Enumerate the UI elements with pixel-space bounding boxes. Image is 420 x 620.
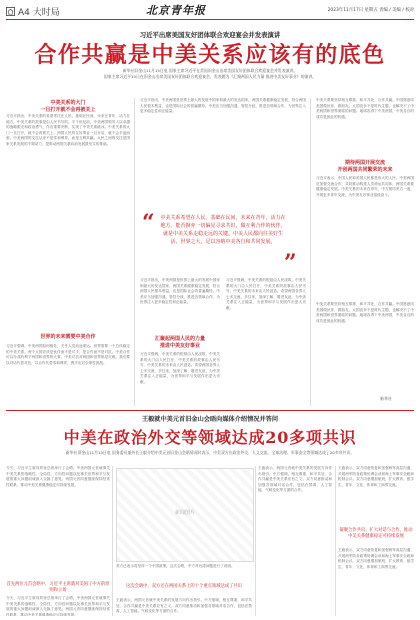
column-divider (255, 466, 256, 616)
date-line: 2023年11月17日 星期五 责编 / 美编 / 校对 (327, 8, 414, 13)
article1-right-heading: 期待两国开展交流 开创两国共同繁荣的未来 (337, 160, 393, 173)
article1-headline: 合作共赢是中美关系应该有的底色 (34, 42, 386, 68)
article1-mid-text-top: 习近平指出，中美两国是世界上最大的发展中国家和最大的发达国家，两国关系健康稳定发展，符合两国人民根本利益，也是国际社会的普遍期待。中美应当加强沟通，管控分歧，推进各领域合作，为世界注入更多稳定性和正能量。 (140, 98, 306, 114)
column-divider (335, 466, 336, 616)
article1-right-text-2: 中美关系要坚持相互尊重、和平共处、合作共赢。中国愿意同美国做伙伴，做朋友。大国竞争不是时代主题，也解决不了中美两国和世界面临的问题。地球容得下中美两国，中美各自的成功是彼此的机遇。 (316, 302, 414, 323)
section-tag (6, 5, 60, 18)
news-photo (116, 468, 254, 562)
article2-mid-right-text: 王毅表示，两国元首就中美关系的发展方向作出指引。中方强调，相互尊重、和平共处、合作共赢是中美关系应有之义。双方同意推动和加强各领域对话合作，包括在禁毒、人工智能、气候变化等方面的合作。 (258, 466, 332, 493)
photo-placeholder-label: 新闻图片 (174, 510, 195, 516)
article1-mid-heading: 汇聚起两国人民的力量 推进中美友好事业 (154, 336, 205, 349)
article2-kicker: 王毅就中美元首旧金山会晤向媒体介绍情况并答问 (141, 416, 279, 423)
article2-mid-text: 王毅表示，两国元首就中美关系的发展方向作出指引。中方强调，相互尊重、和平共处、合作共赢是中美关系应有之义。双方同意推动和加强各领域对话合作，包括在禁毒、人工智能、气候变化等方面的合作。 (116, 598, 252, 614)
masthead (128, 3, 224, 17)
column-divider (112, 466, 113, 616)
open-quote-icon: “ (142, 210, 155, 236)
masthead-title: 北京青年报 (146, 4, 206, 17)
article2-left-text: 今天，习近平主席同拜登总统举行了会晤。中美两国元首就事关中美关系的战略性、全局性、方向性问题以及事关世界和平与发展的重大问题坦诚深入交换了意见。两国元首同意继续保持经常性联系，推动中美关系健康稳定可持续发展。 (6, 466, 110, 487)
article1-source: 新华社 (380, 396, 392, 401)
article1-left-heading: 中美关系的大门 一旦打开就不会再被关上 (40, 100, 96, 113)
column-divider (310, 98, 311, 406)
article1-lead-line-2: 国家主席习近平15日在旧金山出席美国友好团体联合欢迎宴会，发表题为《汇聚两国人民力量 推进中美友好事业》的演讲。 (103, 74, 317, 79)
close-quote-icon: ” (284, 250, 297, 276)
article1-left-heading-2: 世界的未来需要中美合作 (40, 334, 96, 340)
article1-kicker: 习近平出席美国友好团体联合欢迎宴会并发表演讲 (139, 31, 281, 39)
article1-left-text: 习近平指出，中美关系的希望寄托在人民，基础在民间，未来在青年，活力在地方。中美关系的故事是由人民书写的。半个世纪前，中美两国领导人以卓越的战略眼光和政治勇气，作出重要决断，实现了中美关系破冰。中美关系的大门一旦打开，就不会再被关上。两国人民的友好事业一旦开启，就不会半途而废。中美两国的交往从来不是零和博弈，而是互利共赢。人民之间的交往是国家关系发展的不竭动力，是推动两国关系向前发展最坚实的基础。 (6, 114, 130, 146)
article2-right-text-top: 王毅表示，双方同意恢复和加强两军高层沟通，开展两军防务政策协调会谈和海上军事安全磋商机制会议。双方同意增加航班，扩大教育、留学生、青年、文化、体育和工商界交流。 (338, 466, 414, 487)
article1-mid-text-a: 习近平指出，中美两国是世界上最大的发展中国家和最大的发达国家，两国关系健康稳定发展，符合两国人民根本利益，也是国际社会的普遍期待。中美应当加强沟通，管控分歧，推进各领域合作，为世界注入更多稳定性和正能量。 (140, 278, 220, 305)
home-icon (6, 7, 15, 16)
article2-left-caption: 首先两位元首会晤中，习近平主席就对美国了中方的原则和立场 (6, 582, 110, 594)
article2-right-text: 王毅表示，双方同意恢复和加强两军高层沟通，开展两军防务政策协调会谈和海上军事安全磋商机制会议。双方同意增加航班，扩大教育、留学生、青年、文化、体育和工商界交流。 (338, 548, 414, 569)
article2-right-heading: 凝聚合作共识，扩大对话与合作，推动中美关系健康稳定可持续发展 (339, 528, 413, 540)
article1-left-text-2: 习近平强调，中美两国如何相处，关乎人类前途命运。世界需要一个总体稳定的中美关系。两个大国应该是伙伴而不是对手，是合作而不是对抗。中美合作可以办成有利于两国和世界的大事，中美对抗对两国和世界都是灾难。我们要以对话代替对抗，以合作代替零和博弈，携手应对全球性挑战。 (6, 344, 130, 365)
header-rule (6, 19, 414, 20)
article1-right-text: 习近平表示，中国人民和美国人民都是伟大的人民。中美两国应加强交流合作，共同推动构建人类命运共同体，两国关系要健康稳定发展。中美关系的未来在青年，中方愿同美方一道，开展更多青年交流，为中美友好事业接续奋斗。 (316, 176, 414, 197)
article2-headline: 中美在政治外交等领域达成20多项共识 (63, 428, 357, 447)
pull-quote-text: 中美关系希望在人民，基础在民间，未来在青年，活力在地方。能否摒弃一切偏见寻求共识，做互利合作的伙伴，就是中美关系走稳走远的关键。中美人民都向往美好生活，世界之大，足以容纳中美各自和共同发展。 (160, 215, 286, 246)
section-label: A4 大时局 (18, 8, 60, 18)
section-rule (6, 410, 414, 411)
article2-left-text-2: 今天，习近平主席同拜登总统举行了会晤。中美两国元首就事关中美关系的战略性、全局性、方向性问题以及事关世界和平与发展的重大问题坦诚深入交换了意见。两国元首同意继续保持经常性联系，推动中美关系健康稳定可持续发展。 (6, 596, 110, 616)
article2-lead: 新华社旧金山11月15日电 国务委员兼外长王毅介绍中美元首旧金山会晤情况时表示，中美双方在政治外交、人文交流、全球治理、军事安全等领域达成了20多项共识。 (65, 450, 355, 455)
article1-mid-text-b: 习近平强调，中美关系的根基由人民浇筑，中美关系的大门由人民打开，中美关系的故事由人民书写，中美关系的未来由人民创造。希望两国各界人士多交流、多往来，加深了解、增进友谊，为中美关系注入正能量，为世界和平与发展作出更大贡献。 (140, 352, 220, 384)
article2-mid-caption: 这次会晤中，双方还在两国关系上的十个重点领域达成了共识 (125, 584, 242, 589)
column-divider (134, 98, 135, 406)
article1-mid-text-c: 习近平强调，中美关系的根基由人民浇筑，中美关系的大门由人民打开，中美关系的故事由人民书写，中美关系的未来由人民创造。希望两国各界人士多交流、多往来，加深了解、增进友谊，为中美关系注入正能量，为世界和平与发展作出更大贡献。 (226, 278, 306, 310)
article1-right-text-top: 中美关系要坚持相互尊重、和平共处、合作共赢。中国愿意同美国做伙伴，做朋友。大国竞争不是时代主题，也解决不了中美两国和世界面临的问题。地球容得下中美两国，中美各自的成功是彼此的机遇。 (316, 98, 414, 119)
photo-caption: 美方已表示将坚持一个中国政策，这次会晤，中方对台湾问题进行了说明。 (116, 564, 235, 568)
article1-lead-line-1: 新华社旧金山11月15日电 国家主席习近平在美国旧金山出席美国友好团体联合欢迎宴会并发表演讲。 (122, 68, 298, 73)
pull-quote (138, 210, 308, 276)
